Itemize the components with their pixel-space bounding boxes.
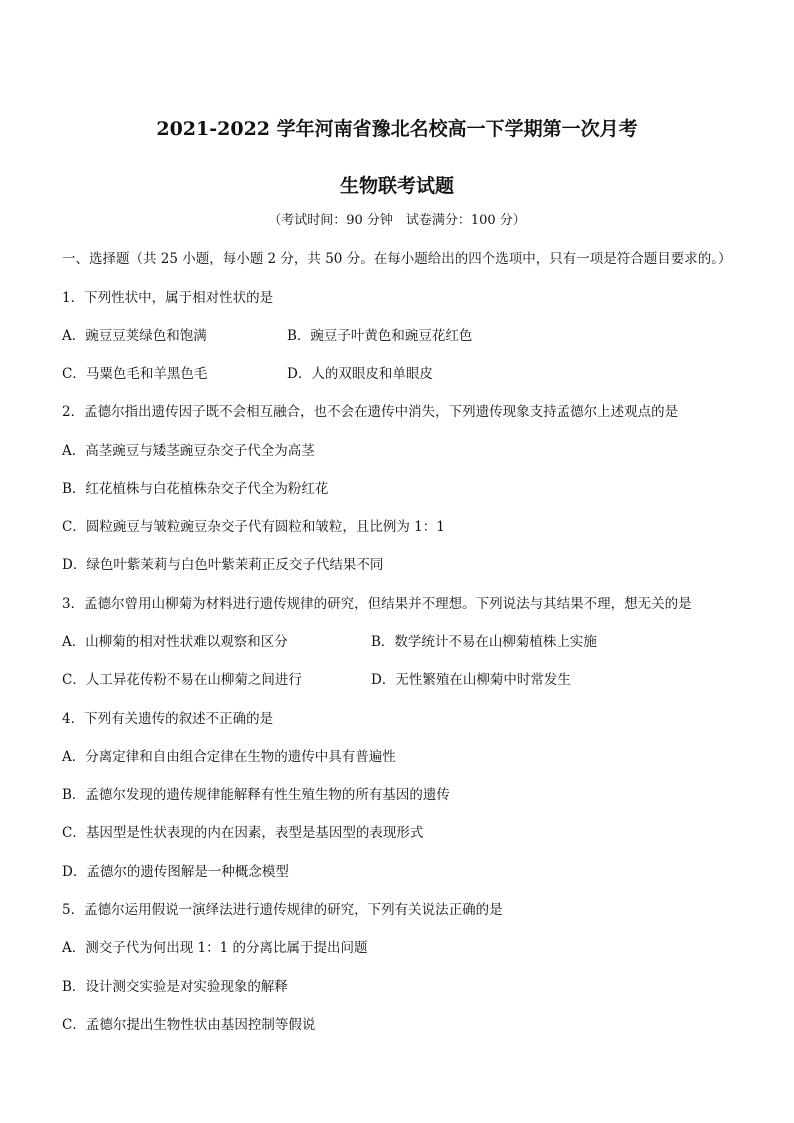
question-4-option-c: C．基因型是性状表现的内在因素，表型是基因型的表现形式 bbox=[62, 825, 424, 841]
question-2-option-b: B．红花植株与白花植株杂交子代全为粉红花 bbox=[62, 481, 329, 497]
question-2-option-c: C．圆粒豌豆与皱粒豌豆杂交子代有圆粒和皱粒，且比例为 1：1 bbox=[62, 519, 445, 535]
question-1-stem: 1．下列性状中，属于相对性状的是 bbox=[62, 290, 274, 306]
question-3-option-b: B．数学统计不易在山柳菊植株上实施 bbox=[371, 634, 597, 650]
question-1-option-b: B．豌豆子叶黄色和豌豆花红色 bbox=[287, 328, 473, 344]
question-2-option-d: D．绿色叶紫茉莉与白色叶紫茉莉正反交子代结果不同 bbox=[62, 557, 384, 573]
question-1-option-a: A．豌豆豆荚绿色和饱满 bbox=[62, 328, 207, 344]
question-5-option-b: B．设计测交实验是对实验现象的解释 bbox=[62, 979, 288, 995]
exam-title: 2021-2022 学年河南省豫北名校高一下学期第一次月考 bbox=[156, 118, 638, 140]
question-1-option-d: D．人的双眼皮和单眼皮 bbox=[287, 366, 433, 382]
question-2-stem: 2．孟德尔指出遗传因子既不会相互融合，也不会在遗传中消失，下列遗传现象支持孟德尔上述观点的是 bbox=[62, 404, 679, 420]
question-3-stem: 3．孟德尔曾用山柳菊为材料进行遗传规律的研究，但结果并不理想。下列说法与其结果不理，想无关的是 bbox=[62, 596, 692, 612]
question-3-option-a: A．山柳菊的相对性状难以观察和区分 bbox=[62, 634, 288, 650]
exam-info: （考试时间：90 分钟 试卷满分：100 分） bbox=[268, 213, 526, 228]
question-4-option-b: B．孟德尔发现的遗传规律能解释有性生殖生物的所有基因的遗传 bbox=[62, 787, 450, 803]
question-4-option-a: A．分离定律和自由组合定律在生物的遗传中具有普遍性 bbox=[62, 749, 396, 765]
question-5-option-c: C．孟德尔提出生物性状由基因控制等假说 bbox=[62, 1017, 316, 1033]
question-3-option-d: D．无性繁殖在山柳菊中时常发生 bbox=[371, 672, 571, 688]
question-3-option-c: C．人工异花传粉不易在山柳菊之间进行 bbox=[62, 672, 302, 688]
question-5-stem: 5．孟德尔运用假说一演绎法进行遗传规律的研究，下列有关说法正确的是 bbox=[62, 902, 503, 918]
question-4-option-d: D．孟德尔的遗传图解是一种概念模型 bbox=[62, 864, 289, 880]
question-5-option-a: A．测交子代为何出现 1：1 的分离比属于提出问题 bbox=[62, 940, 368, 956]
section-instructions: 一、选择题（共 25 小题，每小题 2 分，共 50 分。在每小题给出的四个选项中，只有一项是符合题目要求的。） bbox=[62, 251, 732, 267]
question-1-option-c: C．马粟色毛和羊黑色毛 bbox=[62, 366, 208, 382]
exam-subtitle: 生物联考试题 bbox=[339, 175, 454, 197]
question-2-option-a: A．高茎豌豆与矮茎豌豆杂交子代全为高茎 bbox=[62, 443, 315, 459]
question-4-stem: 4．下列有关遗传的叙述不正确的是 bbox=[62, 711, 274, 727]
